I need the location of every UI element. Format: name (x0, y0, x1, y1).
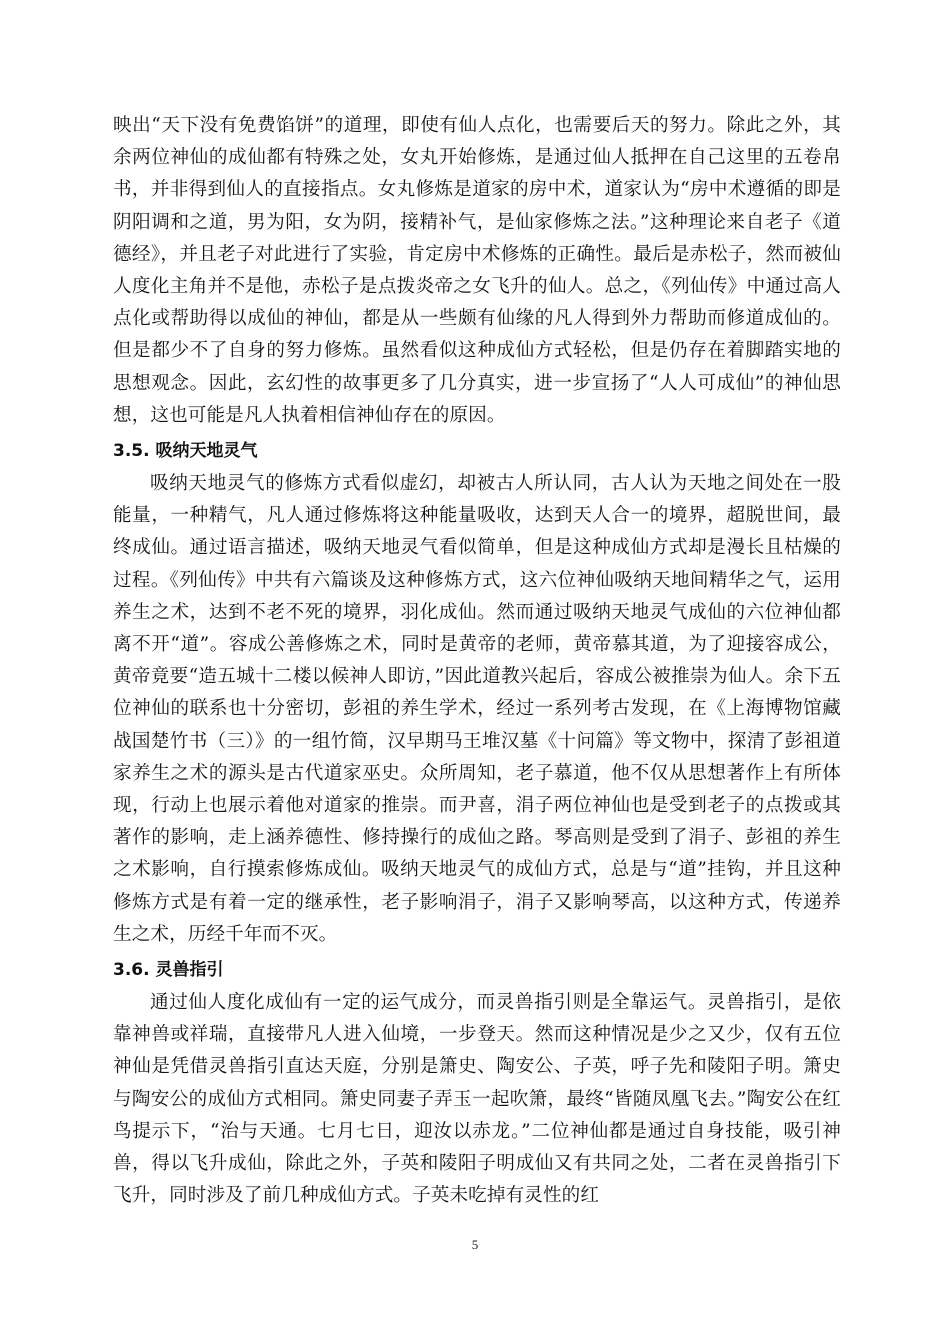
paragraph-continuation: 映出“天下没有免费馅饼”的道理，即使有仙人点化，也需要后天的努力。除此之外，其余两位神仙的成仙都有特殊之处，女丸开始修炼，是通过仙人抵押在自己这里的五卷帛书，并非得到仙人的直接指点。女丸修炼是道家的房中术，道家认为“房中术遵循的即是阴阳调和之道，男为阳，女为阴，接精补气，是仙家修炼之法。”这种理论来自老子《道德经》，并且老子对此进行了实验，肯定房中术修炼的正确性。最后是赤松子，然而被仙人度化主角并不是他，赤松子是点拨炎帝之女飞升的仙人。总之，《列仙传》中通过高人点化或帮助得以成仙的神仙，都是从一些颇有仙缘的凡人得到外力帮助而修道成仙的。但是都少不了自身的努力修炼。虽然看似这种成仙方式轻松，但是仍存在着脚踏实地的思想观念。因此，玄幻性的故事更多了几分真实，进一步宣扬了“人人可成仙”的神仙思想，这也可能是凡人执着相信神仙存在的原因。 (113, 115, 841, 426)
page-number: 5 (471, 1237, 479, 1252)
page-body (113, 110, 841, 1213)
section-heading-3-5: 3.5. 吸纳天地灵气 (113, 441, 258, 462)
paragraph-section-3-5: 吸纳天地灵气的修炼方式看似虚幻，却被古人所认同，古人认为天地之间处在一股能量，一种精气，凡人通过修炼将这种能量吸收，达到天人合一的境界，超脱世间，最终成仙。通过语言描述，吸纳天地灵气看似简单，但是这种成仙方式却是漫长且枯燥的过程。《列仙传》中共有六篇谈及这种修炼方式，这六位神仙吸纳天地间精华之气，运用养生之术，达到不老不死的境界，羽化成仙。然而通过吸纳天地灵气成仙的六位神仙都离不开“道”。容成公善修炼之术，同时是黄帝的老师，黄帝慕其道，为了迎接容成公，黄帝竟要“造五城十二楼以候神人即访，”因此道教兴起后，容成公被推崇为仙人。余下五位神仙的联系也十分密切，彭祖的养生学术，经过一系列考古发现，在《上海博物馆藏战国楚竹书（三）》的一组竹简，汉早期马王堆汉墓《十问篇》等文物中，探清了彭祖道家养生之术的源头是古代道家巫史。众所周知，老子慕道，他不仅从思想著作上有所体现，行动上也展示着他对道家的推崇。而尹喜，涓子两位神仙也是受到老子的点拨或其著作的影响，走上涵养德性、修持操行的成仙之路。琴高则是受到了涓子、彭祖的养生之术影响，自行摸索修炼成仙。吸纳天地灵气的成仙方式，总是与“道”挂钩，并且这种修炼方式是有着一定的继承性，老子影响涓子，涓子又影响琴高，以这种方式，传递养生之术，历经千年而不灭。 (113, 473, 841, 945)
section-heading-3-6: 3.6. 灵兽指引 (113, 960, 224, 981)
paragraph-section-3-6: 通过仙人度化成仙有一定的运气成分，而灵兽指引则是全靠运气。灵兽指引，是依靠神兽或祥瑞，直接带凡人进入仙境，一步登天。然而这种情况是少之又少，仅有五位神仙是凭借灵兽指引直达天庭，分别是箫史、陶安公、子英，呼子先和陵阳子明。箫史与陶安公的成仙方式相同。箫史同妻子弄玉一起吹箫，最终“皆随凤凰飞去。”陶安公在红鸟提示下，“治与天通。七月七日，迎汝以赤龙。”二位神仙都是通过自身技能，吸引神兽，得以飞升成仙，除此之外，子英和陵阳子明成仙又有共同之处，二者在灵兽指引下飞升，同时涉及了前几种成仙方式。子英未吃掉有灵性的红 (113, 992, 841, 1207)
